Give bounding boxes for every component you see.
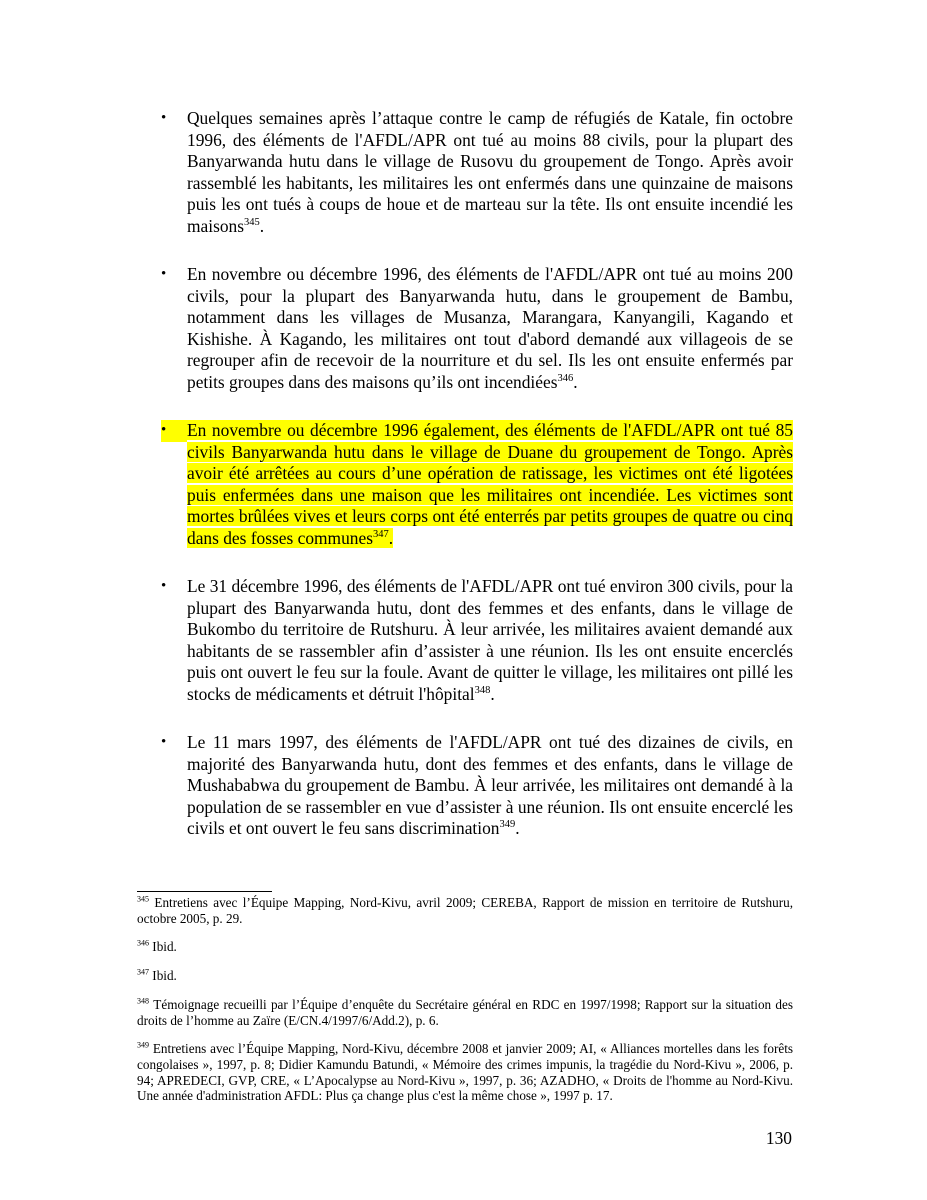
footnote-347: $^{347}$ Ibid.: [137, 967, 177, 984]
footnote-ref-349[interactable]: 349: [499, 819, 516, 831]
bullet-item-mushababwa: [161, 732, 793, 840]
footnote-ref-347[interactable]: 347: [372, 528, 389, 540]
bullet-item-bukombo: [161, 576, 793, 705]
bullet-icon: •: [161, 110, 167, 126]
footnote-ref-348[interactable]: 348: [474, 684, 491, 696]
paragraph-duane: En novembre ou décembre 1996 également, des éléments de l'AFDL/APR ont tué 85 civils Banyarwanda hutu dans le village de Duane du groupement de Tongo. Après avoir été arrêtées au cours d’une opération de ratissage, les victimes ont été ligotées puis enfermées dans une maison que les militaires ont incendiée. Les victimes sont mortes brûlées vives et leurs corps ont été enterrés par petits groupes de quatre ou cinq dans des fosses communes$^{347}$.: [187, 420, 793, 548]
bullet-icon: •: [161, 734, 167, 750]
bullet-icon: •: [161, 578, 167, 594]
highlighted-text: En novembre ou décembre 1996 également, des éléments de l'AFDL/APR ont tué 85 civils Banyarwanda hutu dans le village de Duane du groupement de Tongo. Après avoir été arrêtées au cours d’une opération de ratissage, les victimes ont été ligotées puis enfermées dans une maison que les militaires ont incendiée. Les victimes sont mortes brûlées vives et leurs corps ont été enterrés par petits groupes de quatre ou cinq dans des fosses communes: [187, 420, 793, 548]
footnotes: [137, 895, 793, 1107]
footnote-346: $^{346}$ Ibid.: [137, 938, 177, 955]
footnote-ref-345[interactable]: 345: [244, 216, 260, 228]
bullet-item-rusovu: [161, 108, 793, 237]
footnote-349: $^{349}$ Entretiens avec l’Équipe Mapping, Nord-Kivu, décembre 2008 et janvier 2009; AI, « Alliances mortelles dans les forêts congolaises », 1997, p. 8; Didier Kamundu Batundi, « Mémoire des crimes impunis, la tragédie du Nord-Kivu », 2006, p. 94; APREDECI, GVP, CRE, « L’Apocalypse au Nord-Kivu », 1997, p. 36; AZADHO, « Droits de l'homme au Nord-Kivu. Une année d'administration AFDL: Plus ça change plus c'est la même chose », 1997 p. 17.: [137, 1040, 793, 1104]
paragraph-bukombo: Le 31 décembre 1996, des éléments de l'AFDL/APR ont tué environ 300 civils, pour la plupart des Banyarwanda hutu, dont des femmes et des enfants, dans le village de Bukombo du territoire de Rutshuru. À leur arrivée, les militaires avaient demandé aux habitants de se rassembler afin d’assister à une réunion. Ils les ont ensuite encerclés puis ont ouvert le feu sur la foule. Avant de quitter le village, les militaires ont pillé les stocks de médicaments et détruit l'hôpital$^{348}$.: [187, 576, 793, 704]
footnote-ref-346[interactable]: 346: [557, 372, 574, 384]
footnote-348: $^{348}$ Témoignage recueilli par l’Équipe d’enquête du Secrétaire général en RDC en 1997/1998; Rapport sur la situation des droits de l’homme au Zaïre (E/CN.4/1997/6/Add.2), p. 6.: [137, 996, 793, 1028]
bullet-item-duane-highlighted: [161, 420, 793, 549]
page-number: 130: [765, 1128, 792, 1148]
paragraph-bambu: En novembre ou décembre 1996, des éléments de l'AFDL/APR ont tué au moins 200 civils, pour la plupart des Banyarwanda hutu, dans le groupement de Bambu, notamment dans les villages de Musanza, Marangara, Kanyangili, Kagando et Kishishe. À Kagando, les militaires ont tout d'abord demandé aux villageois de se regrouper afin de recevoir de la nourriture et du sel. Ils les ont ensuite enfermés par petits groupes dans des maisons qu’ils ont incendiées$^{346}$.: [187, 264, 793, 392]
paragraph-mushababwa: Le 11 mars 1997, des éléments de l'AFDL/APR ont tué des dizaines de civils, en majorité des Banyarwanda hutu, dont des femmes et des enfants, dans le village de Mushababwa du groupement de Bambu. À leur arrivée, les militaires ont demandé à la population de se rassembler en vue d’assister à une réunion. Ils ont ensuite encerclé les civils et ont ouvert le feu sans discrimination$^{349}$.: [187, 732, 793, 838]
bullet-icon: •: [161, 420, 187, 442]
bullet-icon: •: [161, 266, 167, 282]
bullet-item-bambu: [161, 264, 793, 393]
footnote-separator: [137, 891, 272, 892]
bullet-list: [161, 108, 793, 867]
footnote-345: $^{345}$ Entretiens avec l’Équipe Mapping, Nord-Kivu, avril 2009; CEREBA, Rapport de mission en territoire de Rutshuru, octobre 2005, p. 29.: [137, 894, 793, 926]
paragraph-rusovu: Quelques semaines après l’attaque contre le camp de réfugiés de Katale, fin octobre 1996, des éléments de l'AFDL/APR ont tué au moins 88 civils, pour la plupart des Banyarwanda hutu dans le village de Rusovu du groupement de Tongo. Après avoir rassemblé les habitants, les militaires les ont enfermés dans une quinzaine de maisons puis les ont tués à coups de houe et de marteau sur la tête. Ils ont ensuite incendié les maisons$^{345}$.: [187, 108, 793, 236]
